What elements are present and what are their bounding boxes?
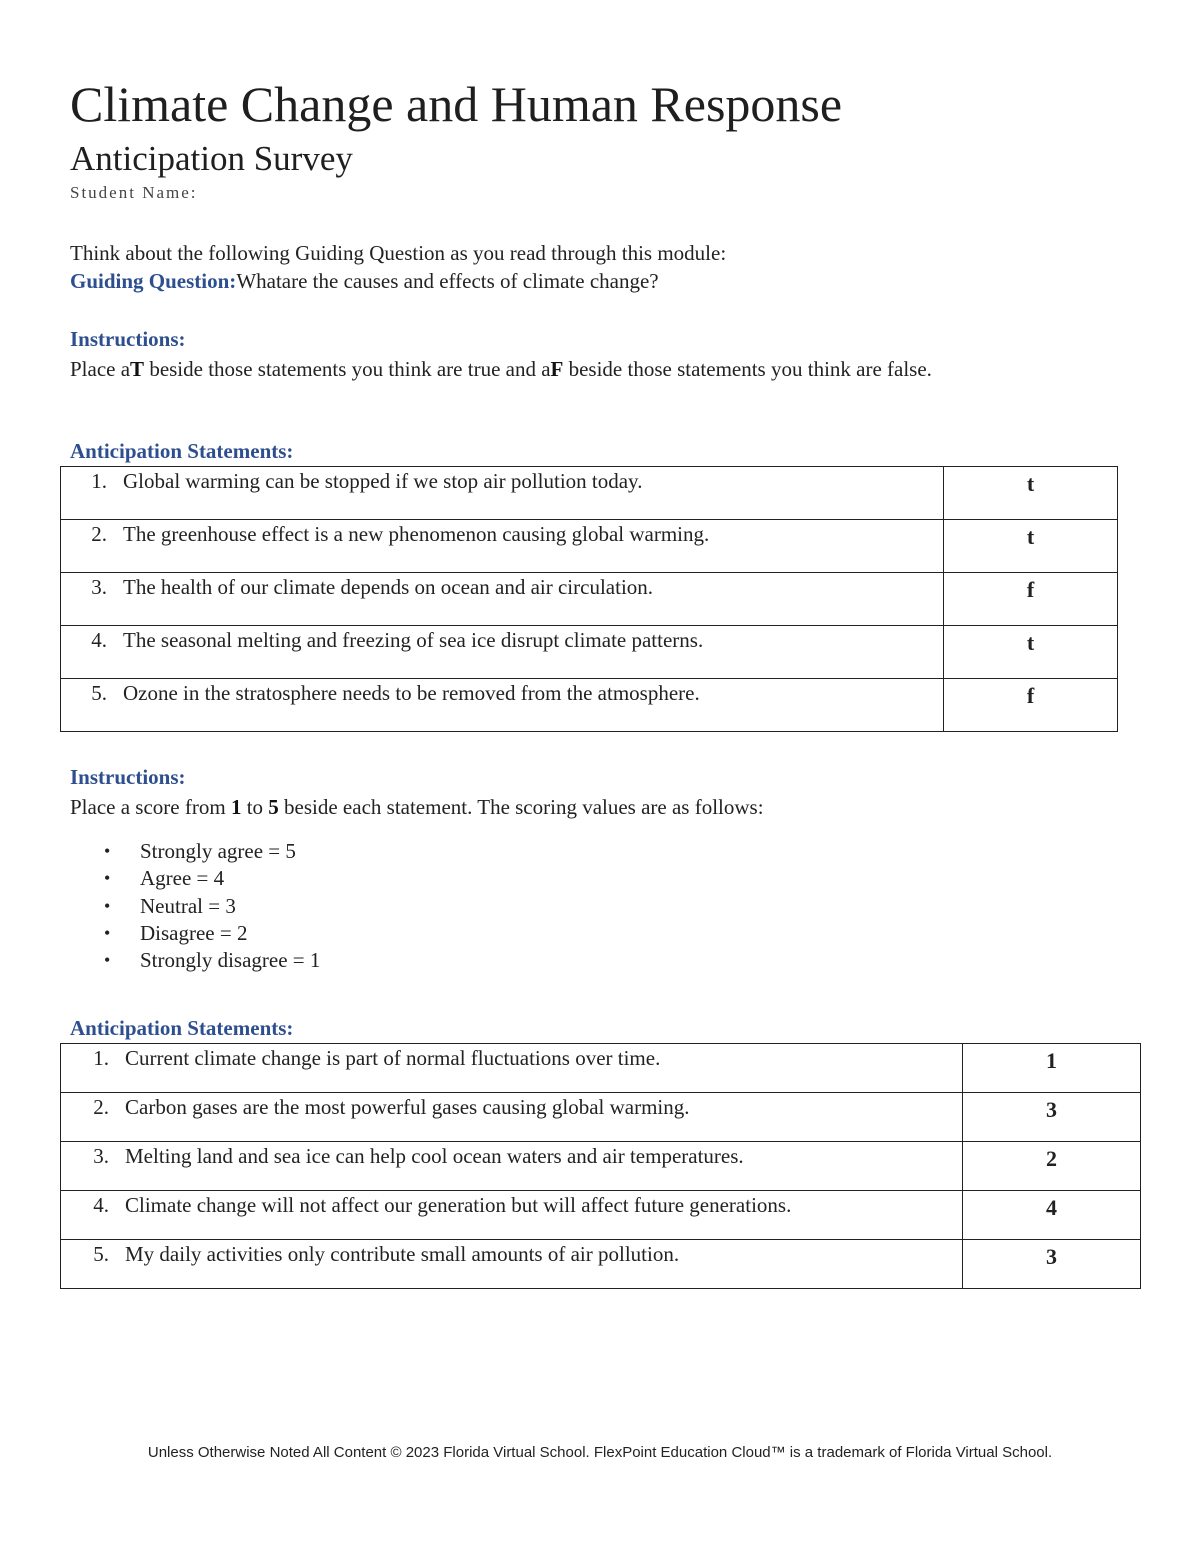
instr-text-part: beside those statements you think are true and a — [144, 357, 551, 381]
score-row — [61, 1240, 1141, 1289]
statements-heading-1: Anticipation Statements: — [70, 439, 294, 463]
instructions-text-1 — [70, 356, 932, 382]
statement-cell — [61, 679, 944, 732]
true-false-row — [61, 679, 1118, 732]
statement-number: 3. — [93, 1144, 109, 1168]
bullet-icon: • — [104, 950, 111, 971]
scale-item — [70, 947, 320, 974]
answer-cell[interactable]: 3 — [963, 1093, 1141, 1142]
statement-text: Global warming can be stopped if we stop air pollution today. — [123, 469, 643, 493]
statement-cell — [61, 467, 944, 520]
bullet-icon: • — [104, 868, 111, 889]
statement-number: 5. — [93, 1242, 109, 1266]
scale-item-text: Agree = 4 — [140, 866, 225, 891]
scale-item — [70, 920, 320, 947]
statement-number: 5. — [91, 681, 107, 705]
statement-cell — [61, 520, 944, 573]
true-false-row — [61, 626, 1118, 679]
statement-cell — [61, 1044, 963, 1093]
scale-item-text: Strongly agree = 5 — [140, 839, 296, 863]
statement-number: 2. — [91, 522, 107, 546]
guiding-question-label: Guiding Question: — [70, 269, 237, 293]
answer-cell[interactable]: 1 — [963, 1044, 1141, 1093]
statement-number: 2. — [93, 1095, 109, 1119]
guiding-question-text: Whatare the causes and effects of climate change? — [236, 269, 659, 293]
statement-text: Climate change will not affect our generation but will affect future generations. — [125, 1193, 792, 1217]
answer-cell[interactable]: 4 — [963, 1191, 1141, 1240]
think-line: Think about the following Guiding Question as you read through this module: — [70, 241, 727, 265]
bullet-icon: • — [104, 895, 111, 916]
scale-item-text: Strongly disagree = 1 — [140, 948, 321, 973]
statement-text: Melting land and sea ice can help cool ocean waters and air temperatures. — [125, 1144, 744, 1168]
instructions-text-2 — [70, 794, 764, 820]
score-table — [60, 1043, 1141, 1289]
statement-cell — [61, 1093, 963, 1142]
true-false-row — [61, 467, 1118, 520]
instr-false-letter: F — [550, 357, 564, 381]
statements-heading-2: Anticipation Statements: — [70, 1016, 294, 1040]
statement-number: 1. — [93, 1046, 109, 1070]
footer-copyright: Unless Otherwise Noted All Content © 2023 Florida Virtual School. FlexPoint Education Cloud™ is a trademark of Florida Virtual School. — [147, 1444, 1053, 1461]
statement-cell — [61, 573, 944, 626]
score-row — [61, 1093, 1141, 1142]
statement-number: 1. — [91, 469, 107, 493]
statement-number: 3. — [91, 575, 107, 599]
instr-text-part: Place a score from — [70, 795, 231, 819]
statement-cell — [61, 1191, 963, 1240]
instructions-heading-1: Instructions: — [70, 327, 186, 351]
true-false-row — [61, 520, 1118, 573]
instr-text-part: beside those statements you think are false. — [563, 357, 932, 381]
instr-max-score: 5 — [268, 795, 279, 819]
answer-cell[interactable]: t — [944, 520, 1118, 573]
instr-min-score: 1 — [230, 795, 242, 819]
true-false-table — [60, 466, 1118, 732]
answer-cell[interactable]: f — [944, 573, 1118, 626]
statement-cell — [61, 1142, 963, 1191]
answer-cell[interactable]: 2 — [963, 1142, 1141, 1191]
statement-cell — [61, 626, 944, 679]
instr-text-part: to — [241, 795, 269, 819]
statement-cell — [61, 1240, 963, 1289]
statement-text: The health of our climate depends on ocean and air circulation. — [123, 575, 654, 599]
score-row — [61, 1191, 1141, 1240]
statement-text: Ozone in the stratosphere needs to be removed from the atmosphere. — [123, 681, 700, 705]
page-title: Climate Change and Human Response — [70, 76, 843, 132]
scale-item-text: Disagree = 2 — [140, 920, 248, 945]
scale-item — [70, 865, 320, 892]
guiding-question — [70, 268, 659, 294]
statement-text: My daily activities only contribute small amounts of air pollution. — [125, 1242, 680, 1266]
student-name-label: Student Name: — [70, 183, 198, 202]
statement-number: 4. — [91, 628, 107, 652]
scoring-scale-list — [70, 838, 320, 974]
scale-item — [70, 893, 320, 920]
answer-cell[interactable]: t — [944, 467, 1118, 520]
answer-cell[interactable]: 3 — [963, 1240, 1141, 1289]
statement-text: The seasonal melting and freezing of sea ice disrupt climate patterns. — [123, 628, 704, 652]
answer-cell[interactable]: f — [944, 679, 1118, 732]
scale-item — [70, 838, 320, 865]
instr-true-letter: T — [130, 357, 145, 381]
bullet-icon: • — [104, 922, 111, 943]
page-subtitle: Anticipation Survey — [70, 139, 353, 178]
score-row — [61, 1044, 1141, 1093]
instr-text-part: Place a — [70, 357, 131, 381]
statement-text: The greenhouse effect is a new phenomenon causing global warming. — [123, 522, 710, 546]
statement-number: 4. — [93, 1193, 109, 1217]
instr-text-part: beside each statement. The scoring values are as follows: — [278, 795, 764, 819]
answer-cell[interactable]: t — [944, 626, 1118, 679]
score-row — [61, 1142, 1141, 1191]
statement-text: Current climate change is part of normal fluctuations over time. — [125, 1046, 661, 1070]
statement-text: Carbon gases are the most powerful gases causing global warming. — [125, 1095, 690, 1119]
scale-item-text: Neutral = 3 — [140, 893, 236, 918]
instructions-heading-2: Instructions: — [70, 765, 186, 789]
bullet-icon: • — [104, 841, 111, 861]
true-false-row — [61, 573, 1118, 626]
